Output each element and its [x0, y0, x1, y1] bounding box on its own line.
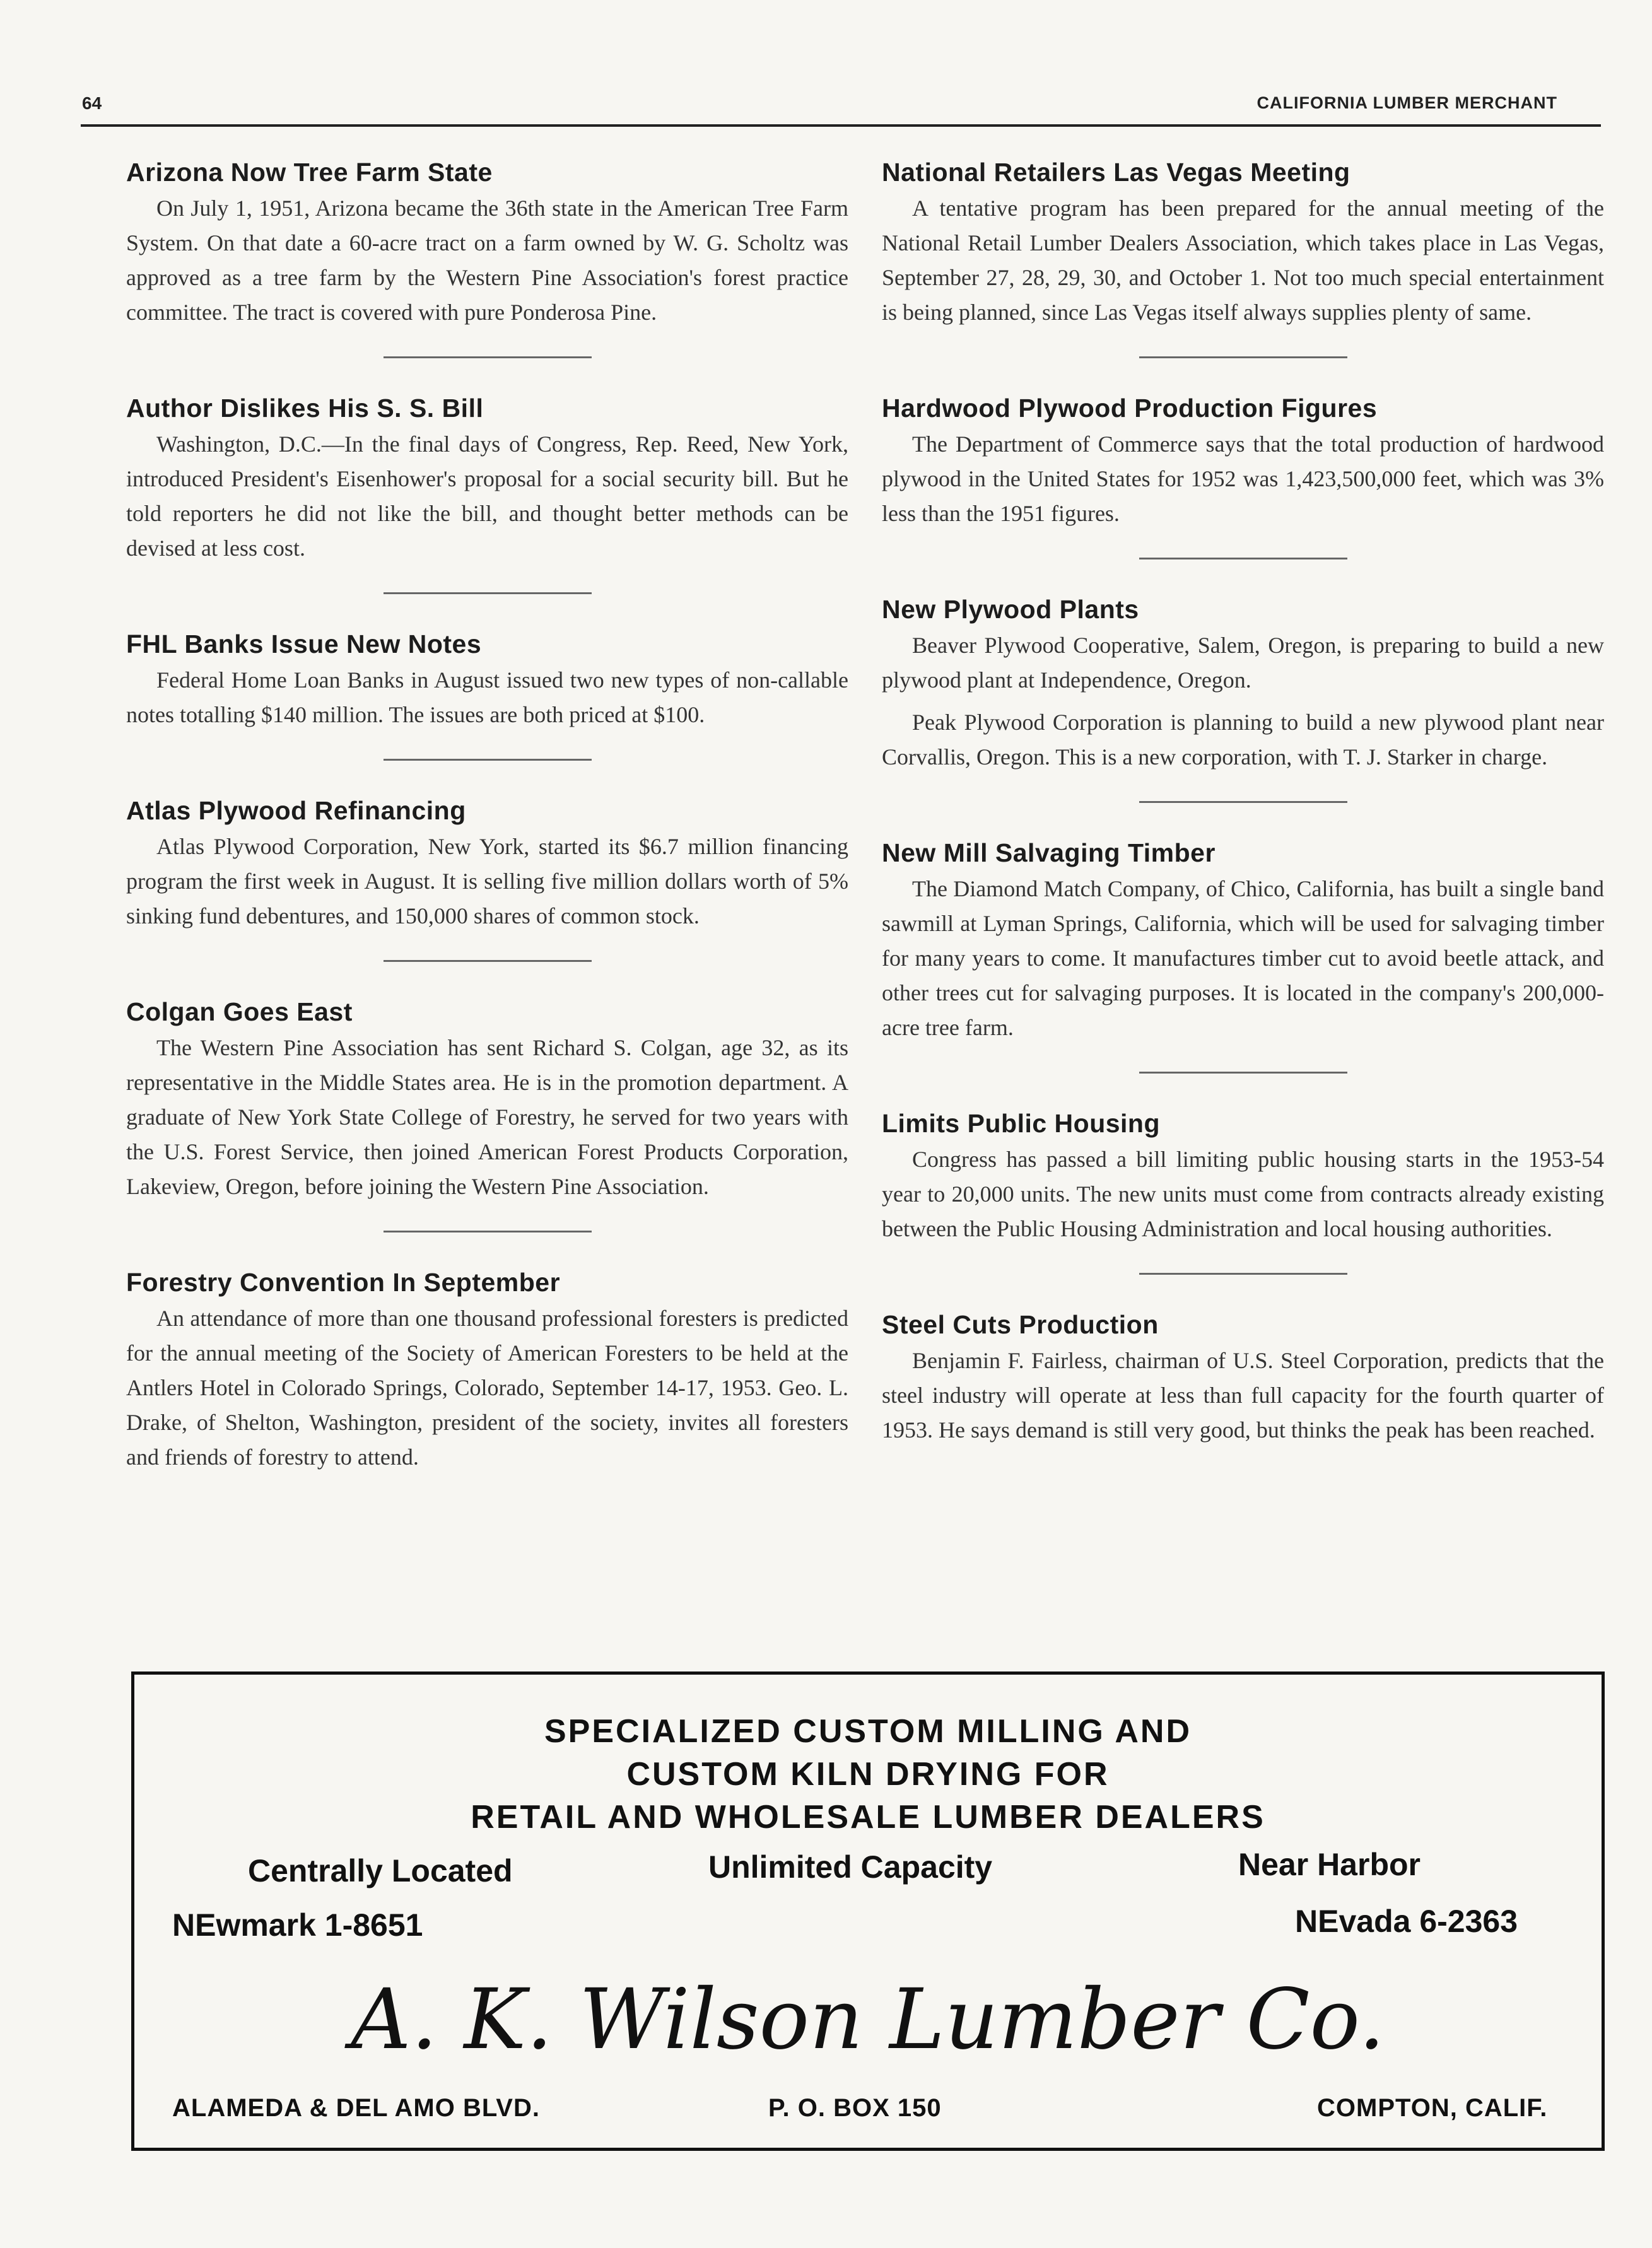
article-paragraph: Federal Home Loan Banks in August issued two new types of non-callable notes totalling $140 million. The issues are both priced at $100. [126, 667, 848, 727]
article-paragraph: Congress has passed a bill limiting public housing starts in the 1953-54 year to 20,000 units. The new units must come from contracts already existing between the Public Housing Administration and local housing authorities. [882, 1147, 1604, 1241]
article-paragraph: Washington, D.C.—In the final days of Congress, Rep. Reed, New York, introduced President's Eisenhower's proposal for a social security bill. But he told reporters he did not like the bill, and thought better methods can be devised at less cost. [126, 431, 848, 561]
article-title: Steel Cuts Production [882, 1310, 1159, 1339]
separator-rule [1139, 356, 1347, 358]
separator-rule [384, 356, 592, 358]
article-title: Colgan Goes East [126, 997, 353, 1026]
separator-rule [384, 592, 592, 594]
ad-phone-nevada: NEvada 6-2363 [1295, 1904, 1518, 1939]
article-title: Arizona Now Tree Farm State [126, 158, 493, 187]
article-paragraph: An attendance of more than one thousand professional foresters is predicted for the annual meeting of the Society of American Foresters to be held at the Antlers Hotel in Colorado Springs, Colorado, September 14-17, 1953. Geo. L. Drake, of Shelton, Washington, president of the society, invites all foresters and friends of forestry to attend. [126, 1306, 848, 1470]
article [126, 629, 848, 732]
article-title: New Mill Salvaging Timber [882, 838, 1216, 867]
article-paragraph: Beaver Plywood Cooperative, Salem, Oregon, is preparing to build a new plywood plant at Independence, Oregon. [882, 633, 1604, 693]
ad-headline-line-3: RETAIL AND WHOLESALE LUMBER DEALERS [471, 1799, 1265, 1835]
separator-rule [384, 1231, 592, 1232]
article-paragraph: A tentative program has been prepared for the annual meeting of the National Retail Lumber Dealers Association, which takes place in Las Vegas, September 27, 28, 29, 30, and October 1. Not too much special entertainment is being planned, since Las Vegas itself always supplies plenty of same. [882, 196, 1604, 325]
ad-city: COMPTON, CALIF. [1317, 2094, 1548, 2122]
advertisement-box [131, 1671, 1605, 2151]
page-number: 64 [82, 93, 102, 113]
ad-phone-newmark: NEwmark 1-8651 [172, 1907, 423, 1943]
article [882, 158, 1604, 330]
separator-rule [384, 759, 592, 761]
article-paragraph: The Western Pine Association has sent Richard S. Colgan, age 32, as its representative in the Middle States area. He is in the promotion department. A graduate of New York State College of Forestry, he served for two years with the U.S. Forest Service, then joined American Forest Products Corporation, Lakeview, Oregon, before joining the Western Pine Association. [126, 1035, 848, 1199]
separator-rule [1139, 1273, 1347, 1275]
left-column [126, 158, 848, 1482]
article-title: National Retailers Las Vegas Meeting [882, 158, 1350, 187]
article [126, 1268, 848, 1475]
ad-headline-line-2: CUSTOM KILN DRYING FOR [626, 1756, 1110, 1793]
article [882, 595, 1604, 775]
separator-rule [1139, 801, 1347, 803]
separator-rule [1139, 558, 1347, 559]
article-title: Author Dislikes His S. S. Bill [126, 394, 484, 423]
article [126, 997, 848, 1204]
article [882, 394, 1604, 531]
article-title: Forestry Convention In September [126, 1268, 561, 1297]
article-paragraph: The Diamond Match Company, of Chico, California, has built a single band sawmill at Lyman Springs, California, which will be used for salvaging timber for many years to come. It manufactures timber cut to avoid beetle attack, and other trees cut for salvaging purposes. It is located in the company's 200,000-acre tree farm. [882, 876, 1604, 1040]
right-column [882, 158, 1604, 1455]
ad-feature-near-harbor: Near Harbor [1238, 1847, 1421, 1882]
article [126, 394, 848, 566]
ad-feature-centrally-located: Centrally Located [248, 1853, 513, 1888]
ad-po-box: P. O. BOX 150 [768, 2094, 942, 2122]
running-head: CALIFORNIA LUMBER MERCHANT [1257, 93, 1557, 112]
article [126, 796, 848, 934]
article-paragraph: On July 1, 1951, Arizona became the 36th state in the American Tree Farm System. On that date a 60-acre tract on a farm owned by W. G. Scholtz was approved as a tree farm by the Western Pine Association's forest practice committee. The tract is covered with pure Ponderosa Pine. [126, 196, 848, 325]
article-title: FHL Banks Issue New Notes [126, 629, 482, 659]
article-title: New Plywood Plants [882, 595, 1139, 624]
separator-rule [1139, 1072, 1347, 1074]
article [882, 1310, 1604, 1448]
article [882, 1109, 1604, 1246]
article-paragraph: The Department of Commerce says that the total production of hardwood plywood in the United States for 1952 was 1,423,500,000 feet, which was 3% less than the 1951 figures. [882, 431, 1604, 526]
article [126, 158, 848, 330]
ad-headline-line-1: SPECIALIZED CUSTOM MILLING AND [544, 1713, 1192, 1750]
header-rule [81, 124, 1601, 127]
ad-feature-unlimited-capacity: Unlimited Capacity [708, 1849, 993, 1885]
article-title: Hardwood Plywood Production Figures [882, 394, 1378, 423]
article-paragraph: Peak Plywood Corporation is planning to build a new plywood plant near Corvallis, Oregon. This is a new corporation, with T. J. Starker in charge. [882, 710, 1604, 770]
article [882, 838, 1604, 1045]
ad-address: ALAMEDA & DEL AMO BLVD. [172, 2094, 540, 2122]
ad-company-logotype: A. K. Wilson Lumber Co. [351, 1971, 1385, 2068]
article-title: Atlas Plywood Refinancing [126, 796, 466, 825]
article-paragraph: Benjamin F. Fairless, chairman of U.S. Steel Corporation, predicts that the steel industry will operate at less than full capacity for the fourth quarter of 1953. He says demand is still very good, but thinks the peak has been reached. [882, 1348, 1604, 1443]
article-title: Limits Public Housing [882, 1109, 1161, 1138]
separator-rule [384, 960, 592, 962]
article-paragraph: Atlas Plywood Corporation, New York, started its $6.7 million financing program the first week in August. It is selling five million dollars worth of 5% sinking fund debentures, and 150,000 shares of common stock. [126, 834, 848, 928]
